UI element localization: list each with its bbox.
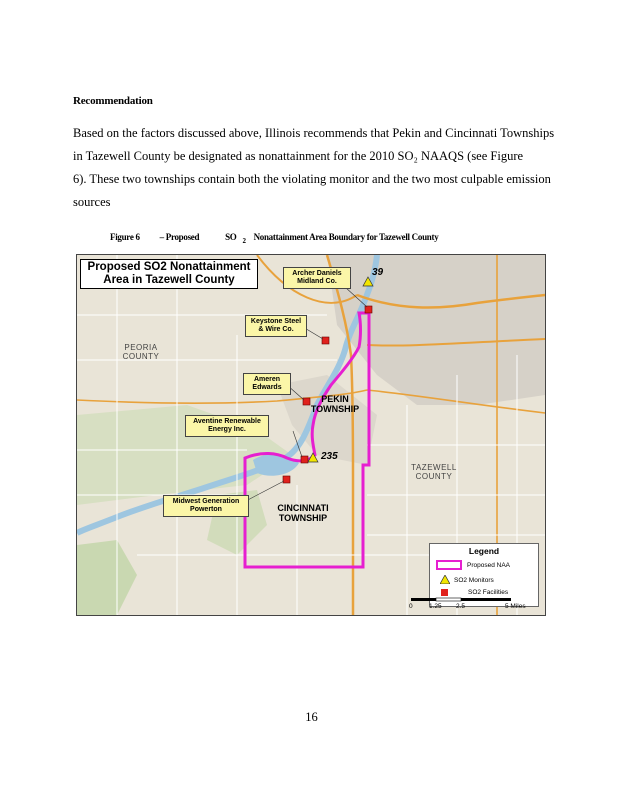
facility-aventine bbox=[301, 456, 308, 463]
map-title-line: Proposed SO2 Nonattainment bbox=[87, 261, 251, 273]
scale-tick: 1.25 bbox=[429, 603, 442, 610]
figure-title: Nonattainment Area Boundary for Tazewell County bbox=[253, 232, 439, 242]
naa-swatch-icon bbox=[436, 560, 462, 570]
cincinnati-township-label: CINCINNATI TOWNSHIP bbox=[277, 503, 329, 523]
legend-label: Proposed NAA bbox=[467, 561, 510, 569]
recommendation-paragraph bbox=[73, 122, 603, 214]
legend-item-naa bbox=[436, 560, 510, 570]
pekin-township-label: PEKIN TOWNSHIP bbox=[310, 394, 360, 414]
legend-item-monitor bbox=[440, 575, 494, 585]
paragraph-line: in Tazewell County be designated as nonattainment for the 2010 SO₂ NAAQS (see Figure bbox=[73, 149, 524, 163]
scale-tick: 2.5 bbox=[456, 603, 466, 610]
facility-keystone bbox=[322, 337, 329, 344]
scale-tick: 0 bbox=[409, 603, 413, 610]
section-heading: Recommendation bbox=[73, 95, 153, 107]
legend-label: SO2 Monitors bbox=[454, 576, 494, 584]
map-title bbox=[80, 259, 258, 289]
monitor-235-label: 235 bbox=[321, 451, 338, 462]
map-scale-bar bbox=[409, 597, 539, 613]
legend-title: Legend bbox=[468, 546, 500, 556]
tazewell-county-label: TAZEWELL COUNTY bbox=[411, 463, 457, 481]
callout-midwest: Midwest Generation Powerton bbox=[163, 495, 249, 517]
peoria-county-label: PEORIA COUNTY bbox=[122, 343, 160, 361]
monitor-39-label: 39 bbox=[372, 267, 384, 278]
figure-pollutant: SO bbox=[225, 232, 237, 242]
figure-number: Figure 6 bbox=[110, 232, 140, 242]
legend-label: SO2 Facilities bbox=[468, 588, 509, 596]
legend-item-facility bbox=[441, 587, 508, 597]
figure-caption bbox=[110, 232, 438, 245]
paragraph-line: Based on the factors discussed above, Illinois recommends that Pekin and Cincinnati Townships bbox=[73, 126, 555, 140]
figure-subscript: 2 bbox=[242, 237, 246, 245]
page-number: 16 bbox=[305, 710, 318, 724]
scale-tick: 5 Miles bbox=[505, 603, 526, 610]
nonattainment-map bbox=[76, 254, 546, 616]
facility-archer-daniels bbox=[365, 306, 372, 313]
callout-aventine: Aventine Renewable Energy Inc. bbox=[185, 415, 269, 437]
callout-ameren: Ameren Edwards bbox=[243, 373, 291, 395]
paragraph-line: sources bbox=[73, 195, 111, 209]
monitor-triangle-icon bbox=[440, 575, 450, 584]
callout-keystone: Keystone Steel & Wire Co. bbox=[245, 315, 307, 337]
figure-dash: – Proposed bbox=[159, 232, 200, 242]
callout-archer-daniels: Archer Daniels Midland Co. bbox=[283, 267, 351, 289]
map-title-line: Area in Tazewell County bbox=[103, 274, 235, 286]
facility-midwest bbox=[283, 476, 290, 483]
facility-square-icon bbox=[441, 589, 448, 596]
paragraph-line: 6). These two townships contain both the violating monitor and the two most culpable emission bbox=[73, 172, 551, 186]
